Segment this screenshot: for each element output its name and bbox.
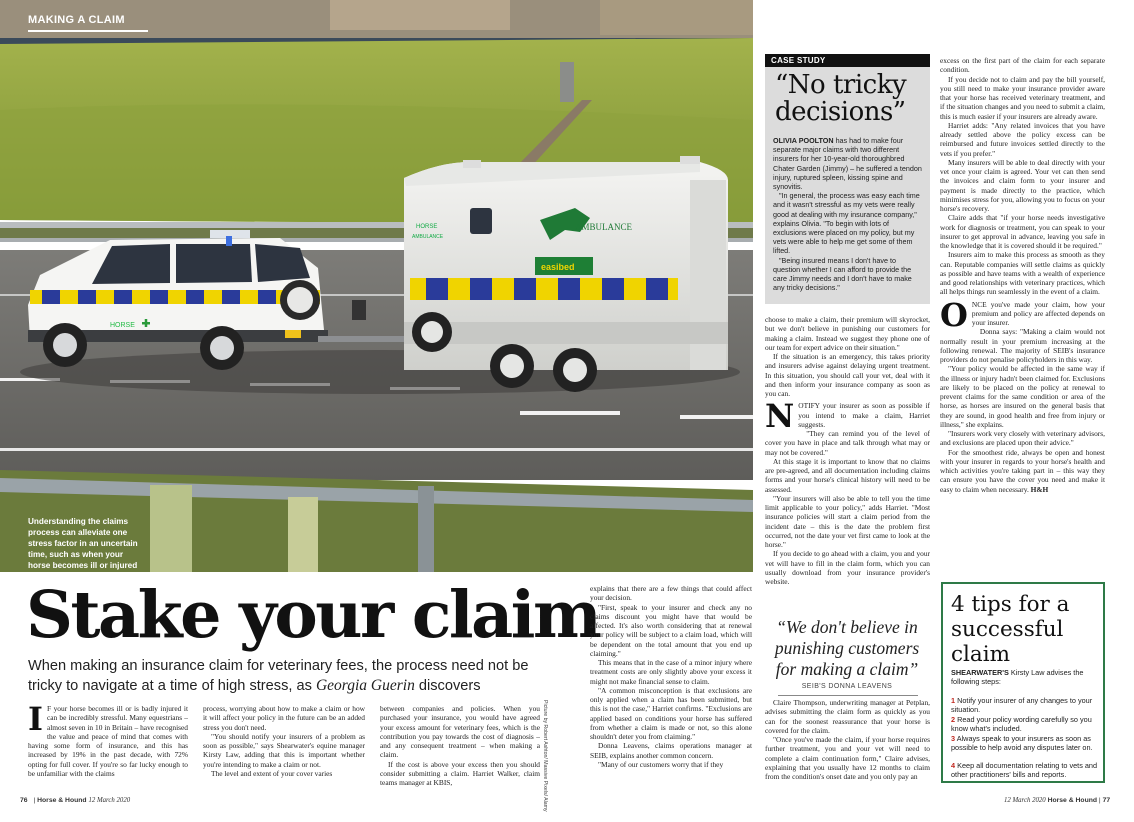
standfirst-text: When making an insurance claim for veterinary fees, the process need not be tricky to navigate at a time of high stress, as <box>28 658 529 694</box>
pull-quote-rule <box>778 695 918 696</box>
tip-number: 1 <box>951 696 956 705</box>
tip-number: 3 <box>951 734 956 743</box>
col2-p3: The level and extent of your cover varies <box>211 768 333 778</box>
col6-p2: If you decide not to claim and pay the bill yourself, you still need to make your insurance provider aware that your horse has received veterinary treatment, and if the situation changes and you need to submit a claim, this is much easier if your insurers are already aware. <box>940 74 1105 121</box>
tip-item <box>951 715 1101 733</box>
col1-p1: F your horse becomes ill or is badly injured it can be incredibly stressful. Many equestrians – almost seven in 10 in Britain – have recognised the value and peace of mind that comes with having some form of insurance, and this has increased by 19% in the past decade, with 72% opting for full cover. If you're so far lucky enough to be unfamiliar with the claims <box>28 704 188 778</box>
case-study-lead-name: OLIVIA POOLTON <box>773 136 834 145</box>
body-column-2 <box>203 704 365 778</box>
trailer-logo-text: AMBULANCE <box>575 222 633 232</box>
body-column-4 <box>590 584 752 769</box>
case-study-p1: has had to make four separate major claims with two different insurers for her 10-year-old thoroughbred Chater Garden (Jimmy) – he suffered a tendon injury, ruptured spleen, kissing spine and synovitis. <box>773 136 922 192</box>
col6-p5: Claire adds that "if your horse needs investigative work for diagnosis or treatment, you can speak to your insurer to get approval in advance, leaving you safe in the knowledge that it is covered should it be required." <box>940 213 1105 250</box>
horse-ambulance-photo <box>0 0 753 572</box>
dropcap-i: I <box>28 700 43 738</box>
col5-p2: If the situation is an emergency, this takes priority and insurers advise against delaying urgent treatment. In this situation, you should call your vet, deal with it and then inform your insurance company as soon as you can. <box>765 352 930 398</box>
col6-p9: "Your policy would be affected in the same way if the illness or injury hadn't been claimed for. Exclusions are likely to be placed on the policy at renewal to prevent claims for the same condition or area of the horse, as horses are insured on the general basis that they are sound, in good health and free from injury or illness," she explains. <box>940 364 1105 429</box>
folio-right: 12 March 2020 Horse & Hound | 77 <box>1004 797 1111 804</box>
col6-p3: Harriet adds: "Any related invoices that you have already settled above the policy excess can be reimbursed and future invoices settled directly to the vets if you prefer." <box>940 120 1105 158</box>
tip-item <box>951 761 1101 779</box>
body-column-1 <box>28 700 188 778</box>
tip-text: Keep all documentation relating to vets and other practitioners' bills and reports. <box>951 761 1098 780</box>
tip-number: 2 <box>951 715 956 724</box>
photo-caption: Understanding the claims process can alleviate one stress factor in an uncertain time, such as when your horse becomes ill or injured <box>28 517 138 570</box>
tip-item <box>951 696 1101 714</box>
col6-p1: excess on the first part of the claim for each separate condition. <box>940 56 1105 75</box>
col5-p3: OTIFY your insurer as soon as possible if you intend to make a claim, Harriet suggests. <box>798 401 930 429</box>
case-study-label: CASE STUDY <box>765 54 930 67</box>
col5-p7: If you decide to go ahead with a claim, you and your vet will have to fill in the claim form, which you can usually download from your insurance provider's website. <box>765 549 930 586</box>
case-study-title: “No tricky decisions” <box>775 70 907 127</box>
folio-right-magazine: Horse & Hound <box>1047 797 1098 804</box>
tips-intro-brand: SHEARWATER'S <box>951 668 1009 677</box>
folio-left-page: 76 <box>20 797 28 804</box>
trailer-horse-text: HORSE <box>416 224 438 230</box>
car-horse-text: HORSE <box>110 322 135 329</box>
case-study-p3: "Being insured means I don't have to question whether I can afford to provide the care Jimmy needs and I don't have to make any tricky decisions." <box>773 255 912 293</box>
col6-p4: Many insurers will be able to deal directly with your vet once your claim is agreed. Your vet can then send the invoices and claim form to your insurer and payment is made directly to the practice, which minimises stress for you, allowing you to focus on your horse's recovery. <box>940 157 1105 213</box>
folio-right-page: 77 <box>1102 797 1111 804</box>
body-column-6 <box>940 56 1105 494</box>
col6-p6: Insurers aim to make this process as smooth as they can. Reputable companies will settle claims as quickly as possible and have teams with a wealth of experience and good relationships with veterinary practices, which all helps things run seamlessly in the event of a claim. <box>940 250 1105 297</box>
col3-p2: If the cost is above your excess then you should consider submitting a claim. Harriet Walker, claim teams manager at KBIS, <box>380 759 540 787</box>
case-study-p2: "In general, the process was easy each time and it wasn't stressful as my vets were really good at dealing with my insurance company," explains Olivia. "To begin with lots of exclusions were placed on my policy, but my vets were able to help me get some of them lifted. <box>773 191 920 256</box>
col4-p6: "Many of our customers worry that if they <box>598 759 724 769</box>
section-label: MAKING A CLAIM <box>28 14 125 26</box>
col5-p1: choose to make a claim, their premium will skyrocket, but we don't believe in punishing our customers for making a claim. Instead we suggest they phone one of our team for expert advice on their situation." <box>765 315 930 352</box>
tip-text: Read your policy wording carefully so you know what's included. <box>951 715 1092 734</box>
col3-p1: between companies and policies. When you purchased your insurance, you would have agreed your excess amount for veterinary fees, which is the contribution you pay towards the cost of diagnosis – and any consequent treatment – when making a claim. <box>380 704 540 760</box>
body-column-5-top <box>765 315 930 586</box>
col5b-p1: Claire Thompson, underwriting manager at Petplan, advises submitting the claim form as quickly as you can for the soonest reassurance that your horse is covered for the claim. <box>765 698 930 735</box>
col4-p5: Donna Leavens, claims operations manager at SEIB, explains another common concern. <box>590 741 752 760</box>
pull-quote: “We don't believe in punishing customers for making a claim” <box>774 617 920 679</box>
col4-p4: "A common misconception is that exclusions are only applied when a claim has been submitted, but this is not the case," Harriet confirms. "Exclusions are applied based on conditions your horse has suffered from whether a claim is made or not, so this alone shouldn't deter you from claiming." <box>590 685 752 741</box>
dropcap-o: O <box>940 295 968 334</box>
headline: Stake your claim <box>26 577 600 653</box>
col5b-p2: "Once you've made the claim, if your horse requires further treatment, you and your vet will need to complete a claim continuation form," Claire advises, explaining that you usually have 12 months to claim from the condition's onset date and you only pay an <box>765 735 930 781</box>
col6-p11: For the smoothest ride, always be open and honest with your insurer in regards to your horse's health and which activities you're taking part in – this way they can ensure you have the cover you need and make it easy to claim when necessary. <box>940 447 1105 494</box>
section-label-rule <box>28 30 148 32</box>
col4-p3: This means that in the case of a minor injury where treatment costs are only slightly above your excess it might not make financial sense to claim. <box>590 658 752 686</box>
dropcap-n: N <box>765 397 795 436</box>
folio-right-date: 12 March 2020 <box>1004 797 1046 804</box>
col5-p5: At this stage it is important to know that no claims are pre-agreed, and all documentation including claims forms and your horse's clinical history will need to be assessed. <box>765 456 930 494</box>
body-column-3 <box>380 704 540 787</box>
signoff: H&H <box>1030 484 1049 494</box>
case-study-body <box>773 136 923 292</box>
standfirst <box>28 657 548 696</box>
tip-number: 4 <box>951 761 956 770</box>
folio-left-magazine: Horse & Hound <box>37 797 87 804</box>
trailer-ambulance-text: AMBULANCE <box>412 234 444 240</box>
tips-intro-rest: Kirsty Law advises the following steps: <box>951 668 1084 687</box>
body-column-5-bottom <box>765 698 930 781</box>
horse-trailer <box>404 156 728 392</box>
tips-intro <box>951 668 1099 686</box>
tip-text: Notify your insurer of any changes to your situation. <box>951 696 1093 715</box>
col2-p2: "You should notify your insurers of a problem as soon as possible," says Shearwater's equine manager Kirsty Law, adding that this is important whether you're intending to make a claim or not. <box>203 731 365 769</box>
col4-p2: "First, speak to your insurer and check any no claims discount you might have that would be affected. It's also worth considering that at renewal your policy will be subject to a claim load, which will be dependent on the total amount that you end up claiming." <box>590 602 752 658</box>
col4-p1: explains that there are a few things that could affect your decision. <box>590 584 752 603</box>
tips-title: 4 tips for a successful claim <box>951 592 1070 667</box>
col6-p8: Donna says: "Making a claim would not normally result in your premium increasing at the following renewal. The majority of SEIB's insurance providers do not penalise policyholders in this way. <box>940 327 1105 364</box>
tip-item <box>951 734 1101 752</box>
folio-left: 76 | Horse & Hound 12 March 2020 <box>20 797 131 804</box>
hero-photo <box>0 0 753 572</box>
pull-quote-attribution: SEIB'S DONNA LEAVENS <box>801 683 893 690</box>
col6-p10: "Insurers work very closely with veterinary advisors, and exclusions are placed upon their advice." <box>940 429 1105 448</box>
folio-left-date: 12 March 2020 <box>88 797 131 804</box>
photo-credit: Picture by Robert Ashton/ Massive Pixels/ Alamy <box>542 700 548 812</box>
standfirst-author: Georgia Guerin <box>315 677 415 694</box>
trailer-sticker-text: easibed <box>541 262 575 272</box>
standfirst-after: discovers <box>418 678 481 694</box>
col5-p4: "They can remind you of the level of cover you have in place and talk through what may or may not be covered." <box>765 429 930 457</box>
col6-p7: NCE you've made your claim, how your premium and policy are affected depends on your insurer. <box>971 299 1105 327</box>
col2-p1: process, worrying about how to make a claim or how it will affect your policy in the future can be an added stress you don't need. <box>203 704 365 732</box>
tip-text: Always speak to your insurers as soon as possible to help avoid any disputes later on. <box>951 734 1093 753</box>
col5-p6: "Your insurers will also be able to tell you the time limit applicable to your policy," adds Harriet. "Most insurance policies will start a claim period from the incident date – this is the date the problem first occurred, not the date your vet first came to look at the horse." <box>765 493 930 549</box>
